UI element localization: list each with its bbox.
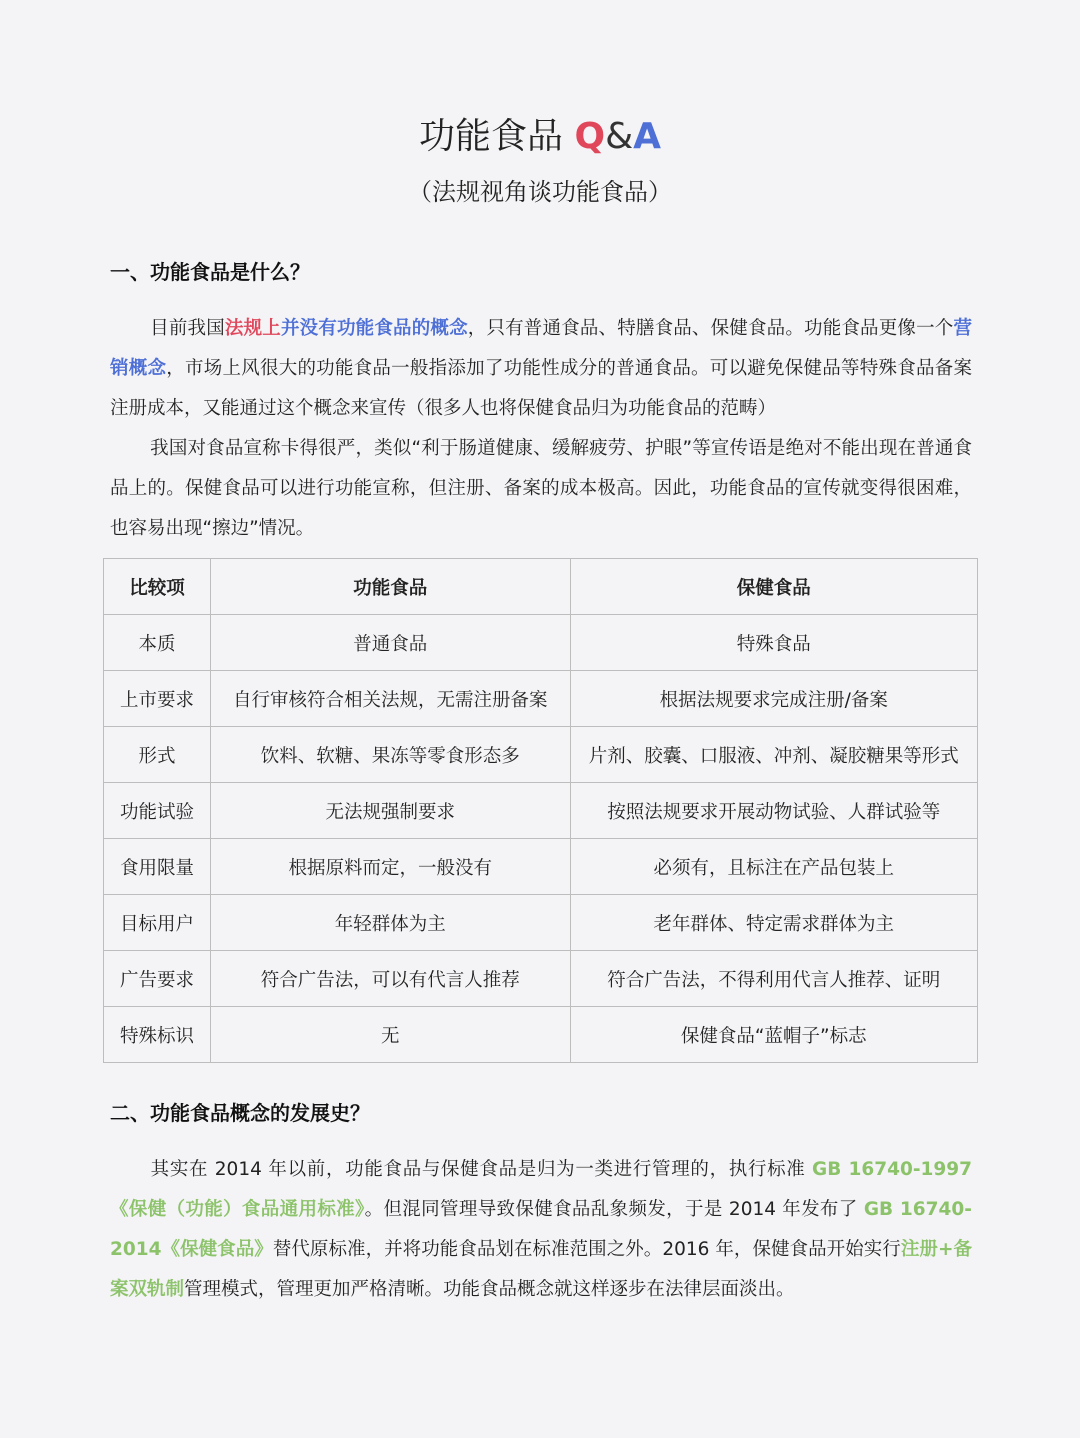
s2-text-1: 其实在 2014 年以前，功能食品与保健食品是归为一类进行管理的，执行标准 <box>150 1159 813 1180</box>
table-cell: 符合广告法，可以有代言人推荐 <box>211 951 570 1007</box>
table-cell: 普通食品 <box>211 615 570 671</box>
p1-text-1: 目前我国 <box>150 318 225 339</box>
section-2-heading: 二、功能食品概念的发展史？ <box>110 1101 370 1125</box>
title-q: Q <box>574 116 606 157</box>
p2-text: 我国对食品宣称卡得很严，类似“利于肠道健康、缓解疲劳、护眼”等宣传语是绝对不能出现在普通食品上的。保健食品可以进行功能宣称，但注册、备案的成本极高。因此，功能食品的宣传就变得很困难，也容易出现“擦边”情况。 <box>110 438 972 539</box>
s2-text-3: 替代原标准，并将功能食品划在标准范围之外。2016 年，保健食品开始实行 <box>272 1239 901 1260</box>
comparison-table <box>103 558 978 1063</box>
p1-highlight-blue-2: 营销概念 <box>110 318 972 379</box>
p1-text-2: ，只有普通食品、特膳食品、保健食品。功能食品更像一个 <box>467 318 954 339</box>
table-cell: 上市要求 <box>104 671 211 727</box>
table-cell: 根据原料而定，一般没有 <box>211 839 570 895</box>
table-row <box>104 1007 978 1063</box>
section-1-paragraph-2 <box>110 429 972 549</box>
section-2-paragraph-1 <box>110 1150 972 1310</box>
s2-dual-track: 注册+备案双轨制 <box>110 1239 972 1300</box>
table-cell: 必须有，且标注在产品包装上 <box>570 839 977 895</box>
table-cell: 目标用户 <box>104 895 211 951</box>
table-cell: 形式 <box>104 727 211 783</box>
table-cell: 自行审核符合相关法规，无需注册备案 <box>211 671 570 727</box>
table-header-cell: 比较项 <box>104 559 211 615</box>
table-cell: 功能试验 <box>104 783 211 839</box>
section-1-paragraph-1 <box>110 309 972 429</box>
table-row <box>104 839 978 895</box>
table-cell: 符合广告法，不得利用代言人推荐、证明 <box>570 951 977 1007</box>
table-cell: 本质 <box>104 615 211 671</box>
table-cell: 年轻群体为主 <box>211 895 570 951</box>
page-subtitle: （法规视角谈功能食品） <box>408 178 672 206</box>
title-amp: & <box>605 116 634 157</box>
table-cell: 特殊食品 <box>570 615 977 671</box>
table-header-cell: 功能食品 <box>211 559 570 615</box>
table-cell: 无法规强制要求 <box>211 783 570 839</box>
title-a: A <box>633 116 662 157</box>
table-header-row <box>104 559 978 615</box>
table-cell: 根据法规要求完成注册/备案 <box>570 671 977 727</box>
s2-standard-2014: GB 16740-2014《保健食品》 <box>110 1199 972 1260</box>
table-cell: 片剂、胶囊、口服液、冲剂、凝胶糖果等形式 <box>570 727 977 783</box>
p1-highlight-blue-1: 并没有功能食品的概念 <box>280 318 468 339</box>
s2-text-4: 管理模式，管理更加严格清晰。功能食品概念就这样逐步在法律层面淡出。 <box>184 1279 795 1300</box>
table-row <box>104 951 978 1007</box>
section-1-heading: 一、功能食品是什么？ <box>110 260 310 284</box>
table-cell: 特殊标识 <box>104 1007 211 1063</box>
table-cell: 保健食品“蓝帽子”标志 <box>570 1007 977 1063</box>
table-row <box>104 783 978 839</box>
page-title <box>0 112 1080 162</box>
s2-text-2: 。但混同管理导致保健食品乱象频发，于是 2014 年发布了 <box>364 1199 864 1220</box>
table-row <box>104 615 978 671</box>
table-row <box>104 727 978 783</box>
table-cell: 食用限量 <box>104 839 211 895</box>
p1-text-3: ，市场上风很大的功能食品一般指添加了功能性成分的普通食品。可以避免保健品等特殊食品备案注册成本，又能通过这个概念来宣传（很多人也将保健食品归为功能食品的范畴） <box>110 358 972 419</box>
title-main: 功能食品 <box>418 116 563 157</box>
table-cell: 老年群体、特定需求群体为主 <box>570 895 977 951</box>
table-cell: 广告要求 <box>104 951 211 1007</box>
table-row <box>104 895 978 951</box>
table-cell: 饮料、软糖、果冻等零食形态多 <box>211 727 570 783</box>
table-cell: 无 <box>211 1007 570 1063</box>
p1-highlight-red: 法规上 <box>224 318 281 339</box>
table-header-cell: 保健食品 <box>570 559 977 615</box>
s2-standard-1997: GB 16740-1997《保健（功能）食品通用标准》 <box>110 1159 972 1220</box>
table-cell: 按照法规要求开展动物试验、人群试验等 <box>570 783 977 839</box>
table-row <box>104 671 978 727</box>
